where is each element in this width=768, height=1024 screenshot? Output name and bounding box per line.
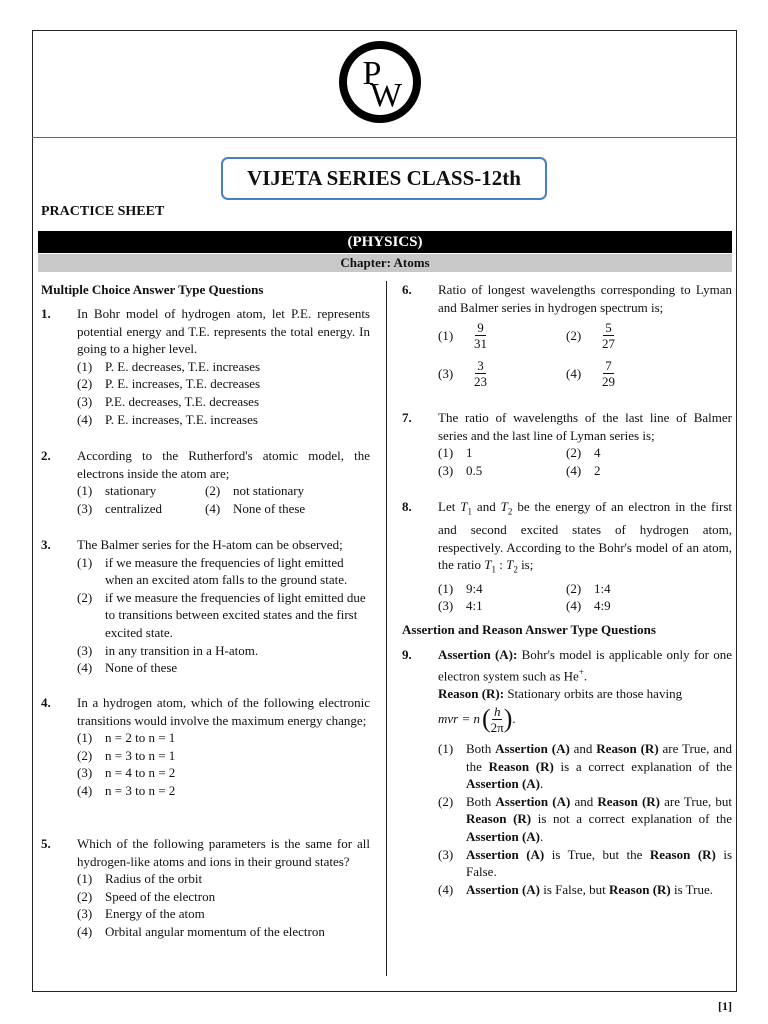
option: (3) centralized	[77, 500, 163, 516]
question-stem: Which of the following parameters is the same for all hydrogen-like atoms and ions in their ground states?	[77, 836, 370, 869]
option: (4) $\frac{7}{29}$	[566, 357, 615, 389]
options-grid	[438, 316, 732, 392]
question-stem: In a hydrogen atom, which of the following electronic transitions would involve the maximum energy change;	[77, 695, 370, 728]
option: (1) P. E. decreases, T.E. increases	[77, 358, 261, 374]
question-stem: Let $T_1$ and $T_2$ be the energy of an electron in the first and second excited states of hydrogen atom, respectively. According to the Bohr's model of an atom, the ratio $T_1$ : $T_2$ is;	[438, 499, 732, 575]
question-number: 6.	[402, 282, 412, 297]
option: (1) Both Assertion (A) and Reason (R) are True, and the Reason (R) is a correct explanation of the Assertion (A).	[438, 741, 732, 792]
option: (4) 2	[566, 462, 601, 478]
chapter-band: Chapter: Atoms	[38, 254, 732, 272]
question-3	[41, 536, 370, 677]
page-title: VIJETA SERIES CLASS-12th	[221, 157, 547, 200]
option: (2) $\frac{5}{27}$	[566, 319, 615, 351]
question-stem: Ratio of longest wavelengths corresponding to Lyman and Balmer series in hydrogen spectrum is;	[438, 282, 732, 315]
question-4	[41, 694, 370, 800]
option: (3) in any transition in a H-atom.	[77, 642, 259, 658]
question-5	[41, 835, 370, 941]
subject-band: (PHYSICS)	[38, 231, 732, 253]
question-number: 3.	[41, 537, 51, 552]
question-number: 5.	[41, 836, 51, 851]
question-stem: The Balmer series for the H-atom can be observed;	[77, 537, 343, 552]
column-divider	[386, 281, 387, 976]
question-stem: The ratio of wavelengths of the last line of Balmer series and the last line of Lyman series is;	[438, 410, 732, 443]
option: (1) 9:4	[438, 580, 483, 596]
reason-text: Reason (R): Stationary orbits are those having	[438, 685, 683, 701]
page-number: [1]	[718, 999, 732, 1013]
option: (2) Speed of the electron	[77, 888, 216, 904]
option: (4) None of these	[77, 660, 178, 676]
question-number: 9.	[402, 647, 412, 662]
options-grid	[438, 580, 732, 615]
option: (1) Radius of the orbit	[77, 871, 203, 887]
section-mcq-heading: Multiple Choice Answer Type Questions	[41, 282, 264, 297]
option: (3) Assertion (A) is True, but the Reason (R) is False.	[438, 846, 733, 880]
option: (1) if we measure the frequencies of light emitted when an excited atom falls to the ground state.	[77, 554, 348, 588]
question-2	[41, 447, 370, 517]
option: (4) n = 3 to n = 2	[77, 782, 176, 798]
question-stem: According to the Rutherford's atomic model, the electrons inside the atom are;	[77, 448, 370, 481]
option: (4) P. E. increases, T.E. increases	[77, 411, 258, 427]
practice-sheet-label: PRACTICE SHEET	[41, 204, 165, 219]
option: (4) 4:9	[566, 598, 611, 614]
option: (1) stationary	[77, 483, 157, 499]
option: (2) 4	[566, 445, 601, 461]
section-ar-heading: Assertion and Reason Answer Type Questions	[402, 622, 656, 637]
option: (2) not stationary	[205, 483, 305, 499]
question-stem: In Bohr model of hydrogen atom, let P.E. represents potential energy and T.E. represents the total energy. In going to a higher level.	[77, 306, 370, 357]
pw-logo	[338, 40, 422, 124]
options-grid	[438, 444, 732, 479]
svg-text:P: P	[362, 55, 382, 92]
option: (2) 1:4	[566, 580, 611, 596]
question-number: 8.	[402, 499, 412, 514]
option: (2) Both Assertion (A) and Reason (R) are True, but Reason (R) is not a correct explanation of the Assertion (A).	[438, 793, 732, 845]
question-number: 7.	[402, 410, 412, 425]
question-1	[41, 305, 370, 428]
option: (1) 1	[438, 445, 473, 461]
option: (4) None of these	[205, 500, 306, 516]
assertion-text: Assertion (A): Bohr's model is applicable only for one electron system such as He+.	[438, 647, 732, 683]
question-8	[402, 498, 732, 615]
question-number: 2.	[41, 448, 51, 463]
option: (3) 0.5	[438, 462, 483, 478]
question-7	[402, 409, 732, 479]
question-number: 1.	[41, 306, 51, 321]
option: (4) Orbital angular momentum of the electron	[77, 923, 325, 939]
option: (3) Energy of the atom	[77, 906, 205, 922]
question-number: 4.	[41, 695, 51, 710]
option: (2) n = 3 to n = 1	[77, 747, 176, 763]
option: (1) $\frac{9}{31}$	[438, 319, 487, 351]
header-divider	[32, 137, 737, 138]
reason-formula: mvr = n ( $\frac{h}{2\pi}$ ) .	[438, 703, 516, 735]
option: (4) Assertion (A) is False, but Reason (R) is True.	[438, 881, 714, 897]
option: (3) P.E. decreases, T.E. decreases	[77, 393, 260, 409]
options-grid	[77, 482, 370, 517]
question-9	[402, 646, 732, 898]
option: (2) if we measure the frequencies of light emitted due to transitions between excited states and the first excited state.	[77, 589, 366, 640]
question-6	[402, 281, 732, 392]
option: (2) P. E. increases, T.E. decreases	[77, 376, 261, 392]
option: (3) 4:1	[438, 598, 483, 614]
option: (3) $\frac{3}{23}$	[438, 357, 487, 389]
option: (3) n = 4 to n = 2	[77, 765, 176, 781]
option: (1) n = 2 to n = 1	[77, 730, 176, 746]
svg-text:W: W	[369, 77, 403, 114]
